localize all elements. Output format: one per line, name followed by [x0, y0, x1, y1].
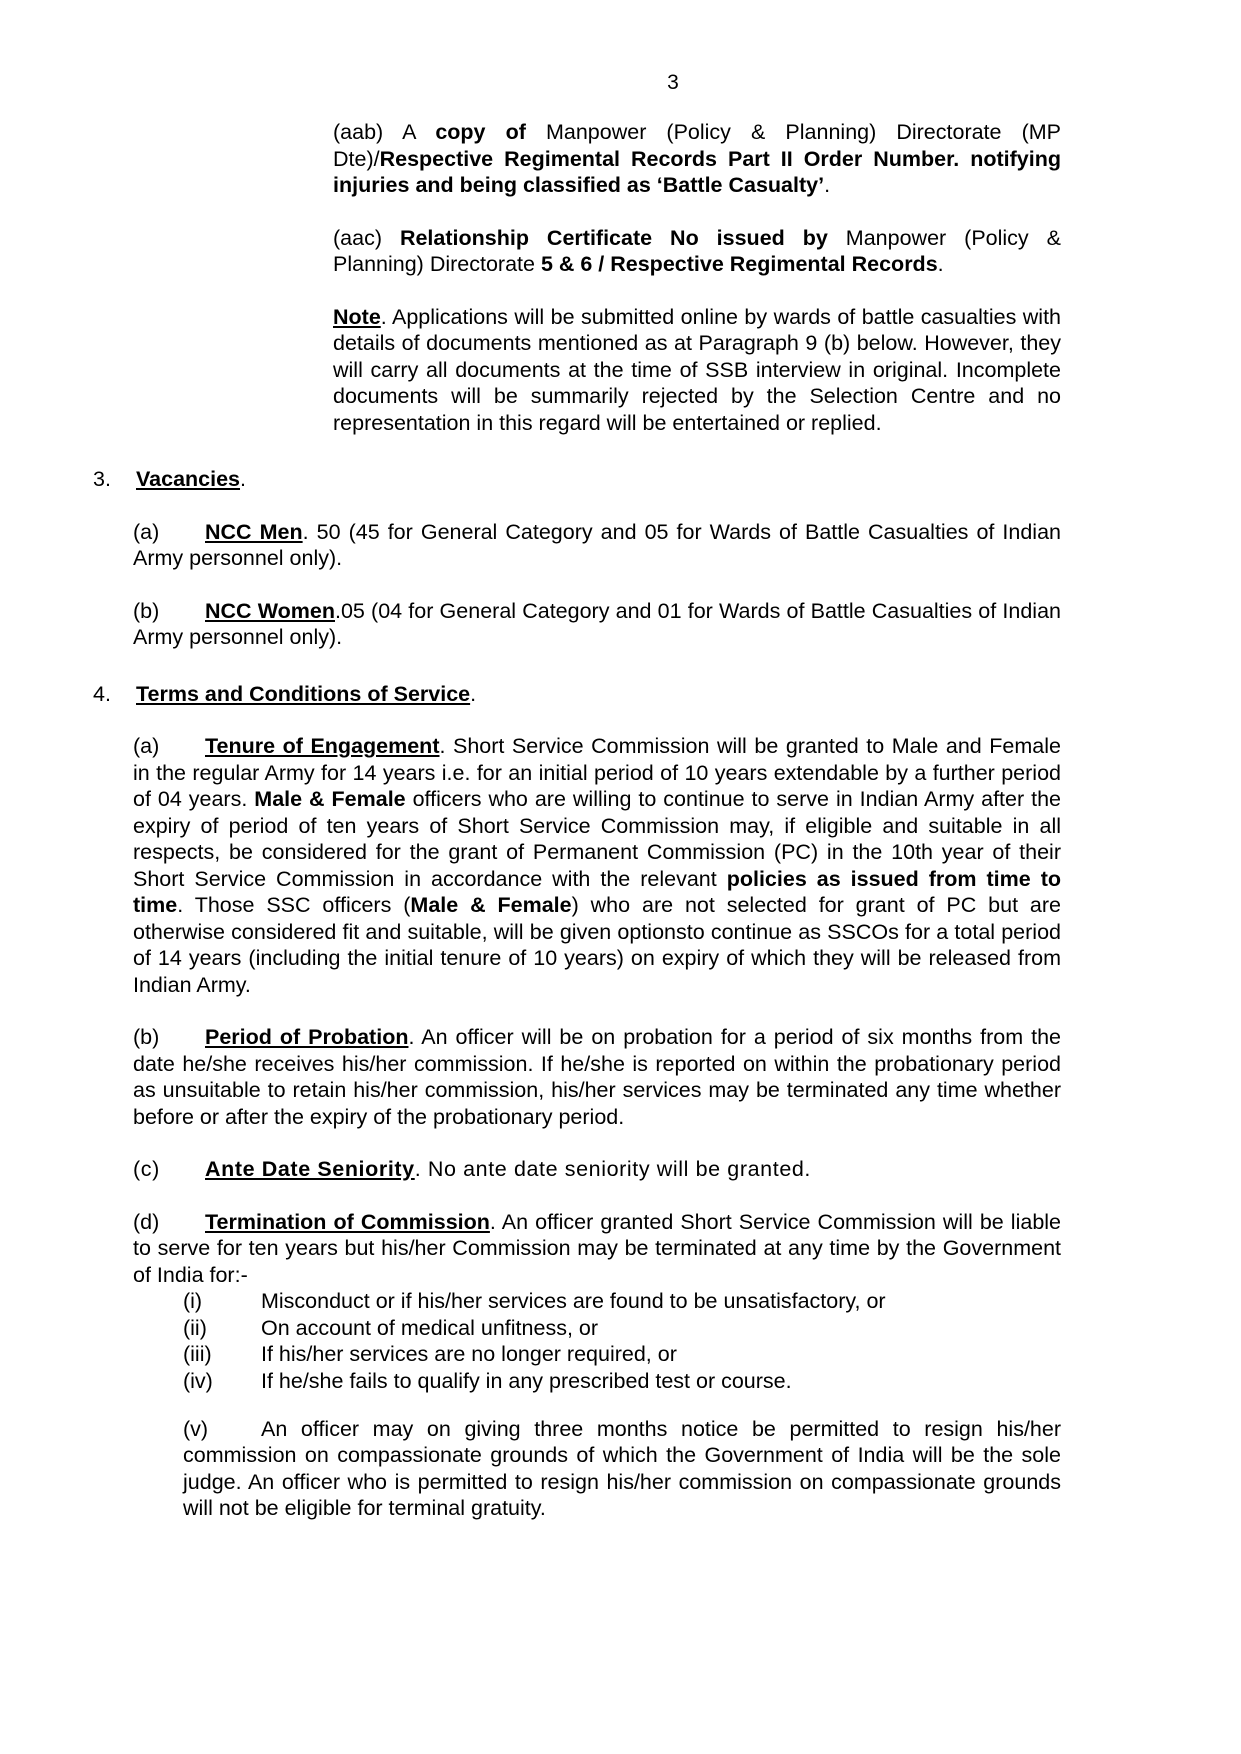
list-item — [183, 1368, 1061, 1395]
section-4-heading-row — [88, 681, 1061, 708]
section-3-heading: Vacancies — [136, 467, 241, 491]
list-item-label: If he/she fails to qualify in any prescribed test or course. — [261, 1368, 792, 1393]
list-item-label: An officer may on giving three months notice be permitted to resign his/her commission on compassionate grounds of which the Government of India will be the sole judge. An officer who is permitted to resign his/her commission on compassionate grounds will not be eligible for terminal gratuity. — [183, 1416, 1061, 1520]
terms-item-c — [133, 1156, 1061, 1183]
list-item-number: (i) — [183, 1289, 203, 1313]
page-number: 3 — [667, 71, 679, 94]
terms-item-a-text: . Short Service Commission will be granted to Male and Female in the regular Army for 14 years i.e. for an initial period of 10 years extendable by a further period of 04 years. Male & Female officers who are willing to continue to serve in Indian Army after the expiry of period of ten years of Short Service Commission may, if eligible and suitable in all respects, be considered for the grant of Permanent Commission (PC) in the 10th year of their Short Service Commission in accordance with the relevant policies as issued from time to time. Those SSC officers (Male & Female) who are not selected for grant of PC but are otherwise considered fit and suitable, will be given optionsto continue as SSCOs for a total period of 14 years (including the initial tenure of 10 years) on expiry of which they will be released from Indian Army. — [133, 734, 1062, 997]
clause-aab-label: (aab) — [333, 120, 384, 144]
clause-aac-text: Relationship Certificate No issued by Manpower (Policy & Planning) Directorate 5 & 6 / Respective Regimental Records. — [333, 225, 1061, 276]
vacancy-item-b-label: (b) — [133, 598, 160, 623]
list-item-label: On account of medical unfitness, or — [261, 1315, 599, 1340]
list-item — [183, 1341, 1061, 1368]
vacancy-item-b-heading: NCC Women — [205, 598, 335, 623]
terms-item-d-text: . An officer granted Short Service Commission will be liable to serve for ten years but his/her Commission may be terminated at any time by the Government of India for:- — [133, 1209, 1062, 1287]
terms-item-c-text: . No ante date seniority will be granted. — [414, 1157, 812, 1181]
list-item-number: (v) — [183, 1416, 209, 1441]
terms-item-a — [133, 733, 1061, 998]
terms-item-d-label: (d) — [133, 1209, 160, 1234]
list-item-number: (iii) — [183, 1342, 212, 1366]
list-item-label: If his/her services are no longer required, or — [261, 1342, 677, 1366]
vacancy-item-a — [133, 519, 1061, 572]
clause-aac-label: (aac) — [333, 225, 382, 250]
vacancy-item-b — [133, 598, 1061, 651]
terms-item-b-label: (b) — [133, 1025, 160, 1049]
section-4-heading-wrap — [136, 681, 476, 708]
section-4-number: 4. — [93, 681, 111, 706]
terms-item-c-label: (c) — [133, 1157, 160, 1181]
terms-item-b-text: . An officer will be on probation for a period of six months from the date he/she receives his/her commission. If he/she is reported on within the probationary period as unsuitable to retain his/her commission, his/her services may be terminated any time whether before or after the expiry of the probationary period. — [133, 1025, 1061, 1129]
clause-aab — [333, 119, 1061, 199]
clause-aac — [333, 225, 1061, 278]
terms-item-c-heading: Ante Date Seniority — [205, 1157, 415, 1181]
section-4-heading-suffix: . — [470, 681, 477, 706]
section-3-heading-suffix: . — [240, 467, 246, 491]
vacancy-item-a-label: (a) — [133, 519, 160, 544]
terms-item-d — [133, 1209, 1061, 1289]
clause-aab-text: A copy of Manpower (Policy & Planning) Directorate (MP Dte)/Respective Regimental Records Part II Order Number. notifying injuries and being classified as ‘Battle Casualty’. — [333, 120, 1061, 197]
note-label: Note — [333, 304, 381, 329]
note-paragraph — [333, 304, 1061, 437]
terms-item-a-heading: Tenure of Engagement — [205, 734, 440, 758]
note-text: . Applications will be submitted online by wards of battle casualties with details of documents mentioned as at Paragraph 9 (b) below. However, they will carry all documents at the time of SSB interview in original. Incomplete documents will be summarily rejected by the Selection Centre and no representation in this regard will be entertained or replied. — [333, 304, 1061, 435]
section-3-heading-wrap — [136, 466, 246, 493]
terms-item-a-label: (a) — [133, 734, 160, 758]
vacancy-item-a-text: . 50 (45 for General Category and 05 for Wards of Battle Casualties of Indian Army personnel only). — [133, 519, 1061, 570]
vacancy-item-a-heading: NCC Men — [205, 519, 303, 544]
section-3-number: 3. — [93, 467, 111, 491]
terms-item-d-heading: Termination of Commission — [205, 1209, 490, 1234]
terms-item-b-heading: Period of Probation — [205, 1025, 409, 1049]
list-item — [183, 1288, 1061, 1315]
termination-reasons-list — [183, 1288, 1061, 1394]
vacancy-item-b-text: .05 (04 for General Category and 01 for Wards of Battle Casualties of Indian Army personnel only). — [133, 598, 1061, 649]
section-3-heading-row — [88, 466, 1061, 493]
section-4-heading: Terms and Conditions of Service — [136, 681, 471, 706]
terms-item-b — [133, 1024, 1061, 1130]
list-item — [183, 1315, 1061, 1342]
list-item-number: (iv) — [183, 1368, 213, 1393]
list-item-number: (ii) — [183, 1315, 207, 1340]
list-item-v — [183, 1416, 1061, 1522]
list-item-label: Misconduct or if his/her services are found to be unsatisfactory, or — [261, 1289, 886, 1313]
